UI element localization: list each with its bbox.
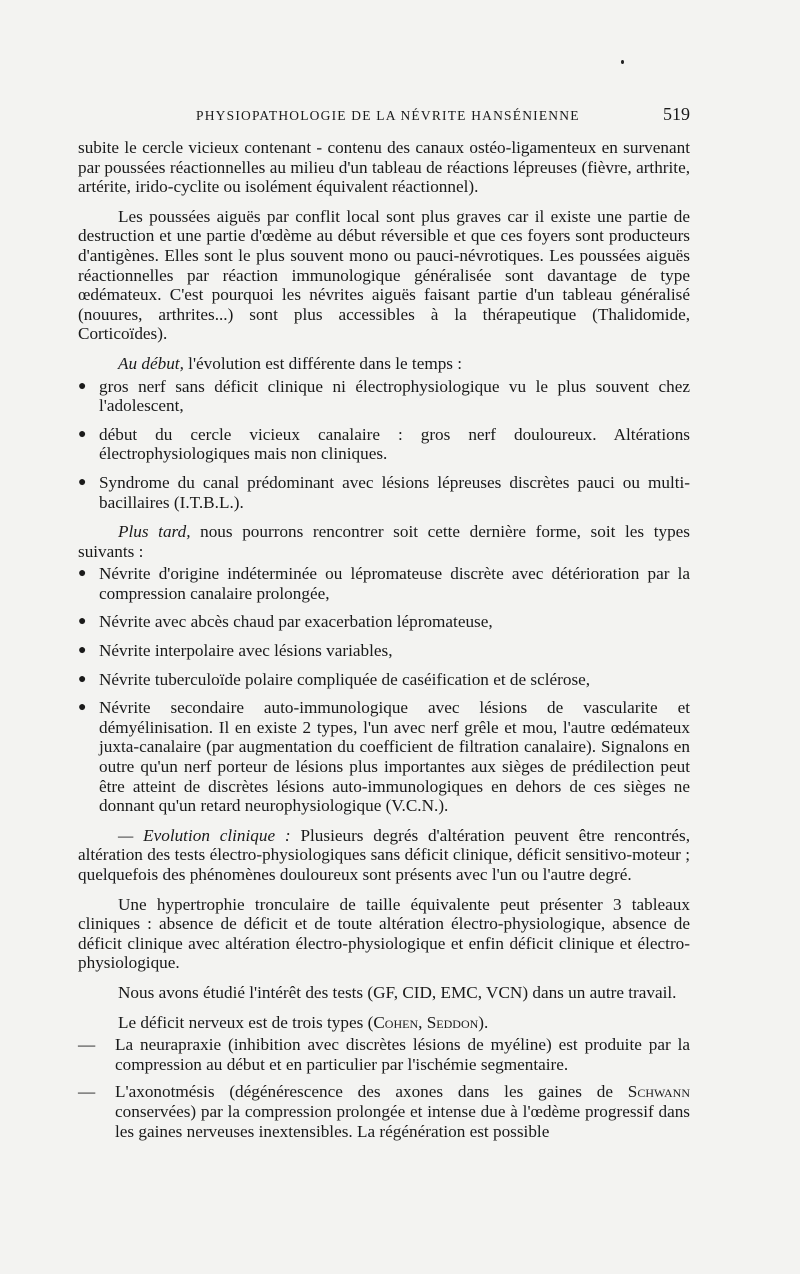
author-name: Schwann: [627, 1082, 690, 1102]
paragraph: subite le cercle vicieux contenant - contenu des canaux ostéo-ligamenteux en survenant par poussées réactionnelles au milieu d'un tableau de réactions lépreuses (fièvre, arthrite, artérite, irido-cyclite ou isolément équivalent réactionnel).: [78, 138, 690, 197]
separator: ,: [418, 1012, 427, 1032]
list-item: ● Névrite secondaire auto-immunologique avec lésions de vascularite et démyélinisation. Il en existe 2 types, l'un avec nerf grêle et mou, l'autre œdémateux juxta-canalaire (par augmentation du coefficient de filtration canalaire). Signalons en outre qu'un nerf porteur de lésions plus importantes aux sièges de prédilection peut être atteint de discrètes lésions auto-immunologiques en dehors de ces sièges ne donnant qu'un retard neurophysiologique (V.C.N.).: [78, 698, 690, 816]
paragraph-text: nous pourrons rencontrer soit cette dernière forme, soit les types suivants :: [78, 522, 691, 561]
author-name: Seddon: [426, 1012, 479, 1032]
deficit-types-list: [78, 1035, 690, 1141]
list-item-text: L'axonotmésis (dégénérescence des axones dans les gaines de: [115, 1082, 628, 1102]
paragraph: Une hypertrophie tronculaire de taille équivalente peut présenter 3 tableaux cliniques : absence de déficit et de toute altération électro-physiologique, absence de déficit clinique avec altération électro-physiologique et enfin déficit clinique et électro-physiologique.: [78, 894, 690, 973]
paragraph: [78, 826, 690, 885]
later-types-list: [78, 564, 690, 816]
page-header: [78, 104, 690, 125]
paragraph-text: l'évolution est différente dans le temps :: [183, 353, 463, 373]
list-item: ● Névrite avec abcès chaud par exacerbation lépromateuse,: [78, 612, 690, 632]
paragraph-text: ).: [478, 1012, 489, 1032]
page-number: 519: [663, 104, 690, 124]
italic-lead: Au début,: [118, 353, 184, 373]
list-item: ● Névrite interpolaire avec lésions variables,: [78, 641, 690, 661]
list-item: ● Névrite tuberculoïde polaire compliquée de caséification et de sclérose,: [78, 670, 690, 690]
paragraph: [78, 1013, 690, 1033]
body-text: [78, 138, 690, 1149]
list-item: ● Syndrome du canal prédominant avec lésions lépreuses discrètes pauci ou multi-bacillaires (I.T.B.L.).: [78, 473, 690, 512]
paragraph-text: Le déficit nerveux est de trois types (: [118, 1012, 374, 1032]
list-item-text: conservées) par la compression prolongée et intense due à l'œdème progressif dans les gaines nerveuses inextensibles. La régénération est possible: [115, 1101, 690, 1141]
scan-speck: [621, 60, 624, 64]
list-item: [78, 1082, 690, 1141]
paragraph: [78, 522, 690, 561]
running-title: PHYSIOPATHOLOGIE DE LA NÉVRITE HANSÉNIENNE: [196, 108, 580, 123]
list-item: ● gros nerf sans déficit clinique ni électrophysiologique vu le plus souvent chez l'adolescent,: [78, 377, 690, 416]
paragraph: Nous avons étudié l'intérêt des tests (GF, CID, EMC, VCN) dans un autre travail.: [118, 982, 677, 1002]
list-item: ● début du cercle vicieux canalaire : gros nerf douloureux. Altérations électrophysiologiques mais non cliniques.: [78, 425, 690, 464]
list-item: ● Névrite d'origine indéterminée ou lépromateuse discrète avec détérioration par la compression canalaire prolongée,: [78, 564, 690, 603]
paragraph-text: Plusieurs degrés d'altération peuvent être rencontrés, altération des tests électro-physiologiques sans déficit clinique, déficit sensitivo-moteur ; quelquefois des phénomènes douloureux sont présents avec l'un ou l'autre degré.: [78, 825, 691, 884]
paragraph: Les poussées aiguës par conflit local sont plus graves car il existe une partie de destruction et une partie d'œdème au début réversible et que ces foyers sont producteurs d'antigènes. Elles sont le plus souvent mono ou pauci-névrotiques. Les poussées aiguës réactionnelles par réaction immunologique généralisée sont davantage de type œdémateux. C'est pourquoi les névrites aiguës faisant partie d'un tableau généralisé (nouures, arthrites...) sont plus accessibles à la thérapeutique (Thalidomide, Corticoïdes).: [78, 206, 690, 344]
italic-lead: — Evolution clinique :: [118, 825, 291, 845]
paragraph: [78, 354, 690, 374]
author-name: Cohen: [373, 1012, 419, 1032]
italic-lead: Plus tard,: [118, 522, 191, 542]
list-item: — La neurapraxie (inhibition avec discrètes lésions de myéline) est produite par la compression au début et en particulier par l'ischémie segmentaire.: [78, 1035, 690, 1074]
early-evolution-list: [78, 377, 690, 513]
